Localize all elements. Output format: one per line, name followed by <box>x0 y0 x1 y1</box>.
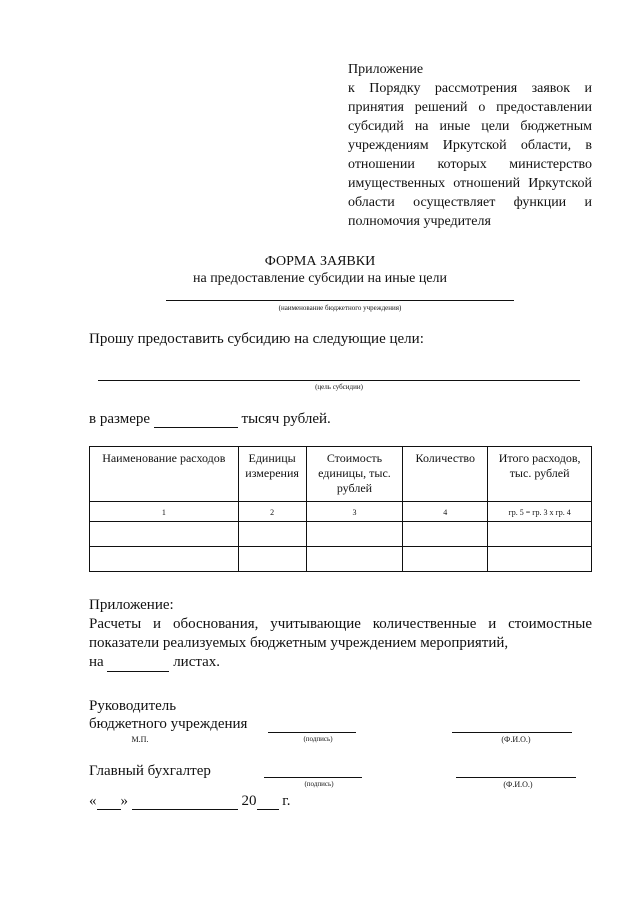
table-number-cell: 1 <box>90 502 239 522</box>
table-cell <box>488 522 592 547</box>
head-title-line2: бюджетного учреждения <box>89 716 248 732</box>
table-cell <box>488 547 592 572</box>
form-title: ФОРМА ЗАЯВКИ <box>264 254 376 269</box>
institution-name-line <box>166 290 514 301</box>
month-blank <box>132 795 238 810</box>
table-header-cell: Итого расходов, тыс. рублей <box>488 447 592 502</box>
table-header-cell: Стоимость единицы, тыс. рублей <box>306 447 403 502</box>
attachment-prefix: на <box>89 654 104 670</box>
table-cell <box>306 522 403 547</box>
table-header-row <box>90 447 592 502</box>
attachment-sheets <box>89 653 592 672</box>
purpose-line <box>98 370 580 381</box>
attachment-text: Расчеты и обоснования, учитывающие количественные и стоимостные показатели реализуемых бюджетным учреждением мероприятий, <box>89 616 592 651</box>
table-number-cell: гр. 5 = гр. 3 х гр. 4 <box>488 502 592 522</box>
appendix-text: к Порядку рассмотрения заявок и принятия решений о предоставлении субсидий на иные цели бюджетным учреждениям Иркутской области, в отношении которых министерство имущественных отношений Иркутской области осуществляет функции и полномочия учредителя <box>348 81 592 229</box>
table-cell <box>306 547 403 572</box>
amount-suffix: тысяч рублей. <box>241 411 331 427</box>
date-line <box>89 793 290 810</box>
table-cell <box>403 547 488 572</box>
attachment-suffix: листах. <box>173 654 221 670</box>
table-cell <box>403 522 488 547</box>
table-header-cell: Количество <box>403 447 488 502</box>
purpose-caption: (цель субсидии) <box>315 383 363 391</box>
appendix-title: Приложение <box>348 62 424 77</box>
table-cell <box>238 522 306 547</box>
form-subtitle: на предоставление субсидии на иные цели <box>192 271 448 286</box>
accountant-signature-caption: (подпись) <box>304 780 334 788</box>
stamp-label: М.П. <box>131 735 149 744</box>
table-header-cell: Наименование расходов <box>90 447 239 502</box>
table-number-cell: 2 <box>238 502 306 522</box>
table-number-row <box>90 502 592 522</box>
expenses-table <box>89 446 592 572</box>
request-text: Прошу предоставить субсидию на следующие цели: <box>89 331 424 347</box>
attachment-block <box>89 596 592 672</box>
attachment-title: Приложение: <box>89 597 174 613</box>
sheets-blank <box>107 657 169 672</box>
table-number-cell: 4 <box>403 502 488 522</box>
table-cell <box>90 547 239 572</box>
table-row <box>90 547 592 572</box>
table-row <box>90 522 592 547</box>
head-signature-line <box>268 720 356 733</box>
accountant-name-caption: (Ф.И.О.) <box>503 780 533 789</box>
head-name-line <box>452 720 572 733</box>
head-signature-caption: (подпись) <box>303 735 333 743</box>
amount-prefix: в размере <box>89 411 151 427</box>
accountant-signature-line <box>264 765 362 778</box>
appendix-header <box>348 60 592 231</box>
accountant-name-line <box>456 765 576 778</box>
amount-line <box>89 411 331 428</box>
table-cell <box>90 522 239 547</box>
table-cell <box>238 547 306 572</box>
date-close-quote: » <box>120 793 128 809</box>
day-blank <box>97 795 121 810</box>
institution-caption: (наименование бюджетного учреждения) <box>278 304 402 312</box>
head-name-caption: (Ф.И.О.) <box>501 735 531 744</box>
table-number-cell: 3 <box>306 502 403 522</box>
year-suffix: г. <box>282 793 291 809</box>
head-title-line1: Руководитель <box>89 698 177 714</box>
year-prefix: 20 <box>241 793 257 809</box>
table-header-cell: Единицы измерения <box>238 447 306 502</box>
year-blank <box>257 795 279 810</box>
amount-blank <box>154 413 238 428</box>
accountant-title: Главный бухгалтер <box>89 763 211 779</box>
date-open-quote: « <box>89 793 97 809</box>
